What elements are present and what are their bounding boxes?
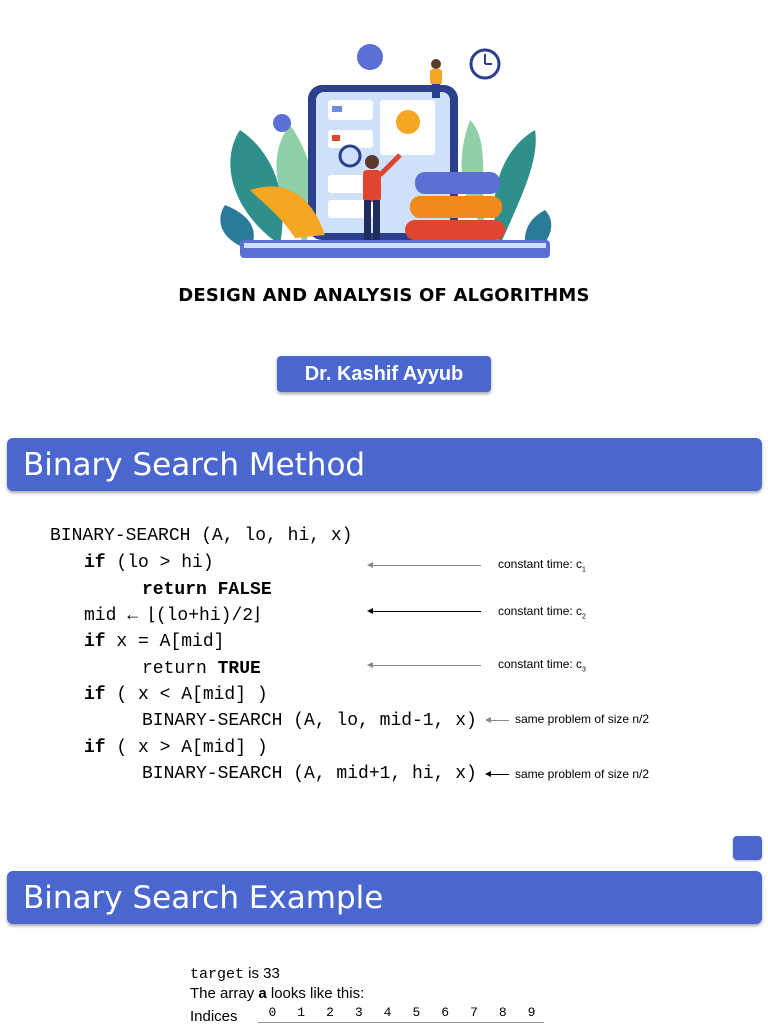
person-body <box>363 170 381 202</box>
index-cell: 4 <box>383 1005 392 1020</box>
note-constant-c1: constant time: $c_1$ <box>498 557 586 574</box>
code-recursive-call-right: BINARY-SEARCH (A, mid+1, hi, x) <box>142 764 477 784</box>
code-text: (lo > hi) <box>105 553 214 573</box>
index-underline <box>258 1022 544 1023</box>
code-keyword: if <box>84 685 106 705</box>
code-return-true <box>142 656 261 682</box>
target-keyword: target <box>190 966 245 983</box>
example-array-line: The array a looks like this: <box>190 985 365 1002</box>
code-signature: BINARY-SEARCH (A, lo, hi, x) <box>50 526 353 546</box>
cap-bubble-icon <box>357 44 383 70</box>
arrow-recurse-1 <box>487 720 509 721</box>
index-cell: 5 <box>412 1005 421 1020</box>
code-keyword: return <box>142 580 207 600</box>
book-blue-top <box>415 172 500 194</box>
code-keyword: if <box>84 553 106 573</box>
arrow-c2 <box>369 611 481 612</box>
code-text: x = A[mid] <box>105 632 225 652</box>
cover-illustration <box>210 40 560 265</box>
index-cell: 2 <box>326 1005 334 1020</box>
book-orange <box>410 196 502 218</box>
code-if-lo-gt-hi <box>84 550 214 576</box>
code-recursive-call-left: BINARY-SEARCH (A, lo, mid-1, x) <box>142 711 477 731</box>
code-text: ( x < A[mid] ) <box>105 685 268 705</box>
note-constant-c2: constant time: $c_2$ <box>498 604 586 621</box>
index-cell: 7 <box>470 1005 478 1020</box>
code-if-less <box>84 682 268 708</box>
arrow-c3 <box>369 665 481 666</box>
index-row <box>258 1005 546 1020</box>
code-return-false <box>142 577 272 603</box>
book-red <box>405 220 505 240</box>
code-keyword: if <box>84 738 106 758</box>
code-mid-assign: mid ← ⌊(lo+hi)/2⌋ <box>84 606 261 626</box>
small-bubble-icon <box>273 114 291 132</box>
code-value: TRUE <box>217 659 261 679</box>
code-value: FALSE <box>217 580 272 600</box>
slide-title-binary-search-example: Binary Search Example <box>7 871 762 924</box>
arrow-recurse-2 <box>487 774 509 775</box>
code-keyword: if <box>84 632 106 652</box>
author-badge: Dr. Kashif Ayyub <box>277 356 491 392</box>
code-text: return <box>142 659 207 679</box>
note-recurse-1: same problem of size n/2 <box>515 712 650 726</box>
index-cell: 6 <box>441 1005 450 1020</box>
example-target-line <box>190 965 280 983</box>
indices-label: Indices <box>190 1008 238 1025</box>
index-cell: 8 <box>498 1005 507 1020</box>
note-recurse-2: same problem of size n/2 <box>515 767 650 781</box>
person-head <box>365 155 379 169</box>
index-cell: 0 <box>268 1005 277 1020</box>
code-if-equal <box>84 629 224 655</box>
deck-title: DESIGN AND ANALYSIS OF ALGORITHMS <box>178 285 590 306</box>
book-base <box>240 240 550 258</box>
slide-title-binary-search-method: Binary Search Method <box>7 438 762 491</box>
code-if-greater <box>84 735 268 761</box>
array-name: a <box>258 985 267 1002</box>
note-constant-c3: constant time: $c_3$ <box>498 657 586 674</box>
index-cell: 3 <box>354 1005 363 1020</box>
code-text: ( x > A[mid] ) <box>105 738 268 758</box>
index-cell: 1 <box>297 1005 306 1020</box>
decorative-block <box>733 836 762 860</box>
index-cell: 9 <box>527 1005 536 1020</box>
arrow-c1 <box>369 565 481 566</box>
target-value: is 33 <box>244 965 280 982</box>
